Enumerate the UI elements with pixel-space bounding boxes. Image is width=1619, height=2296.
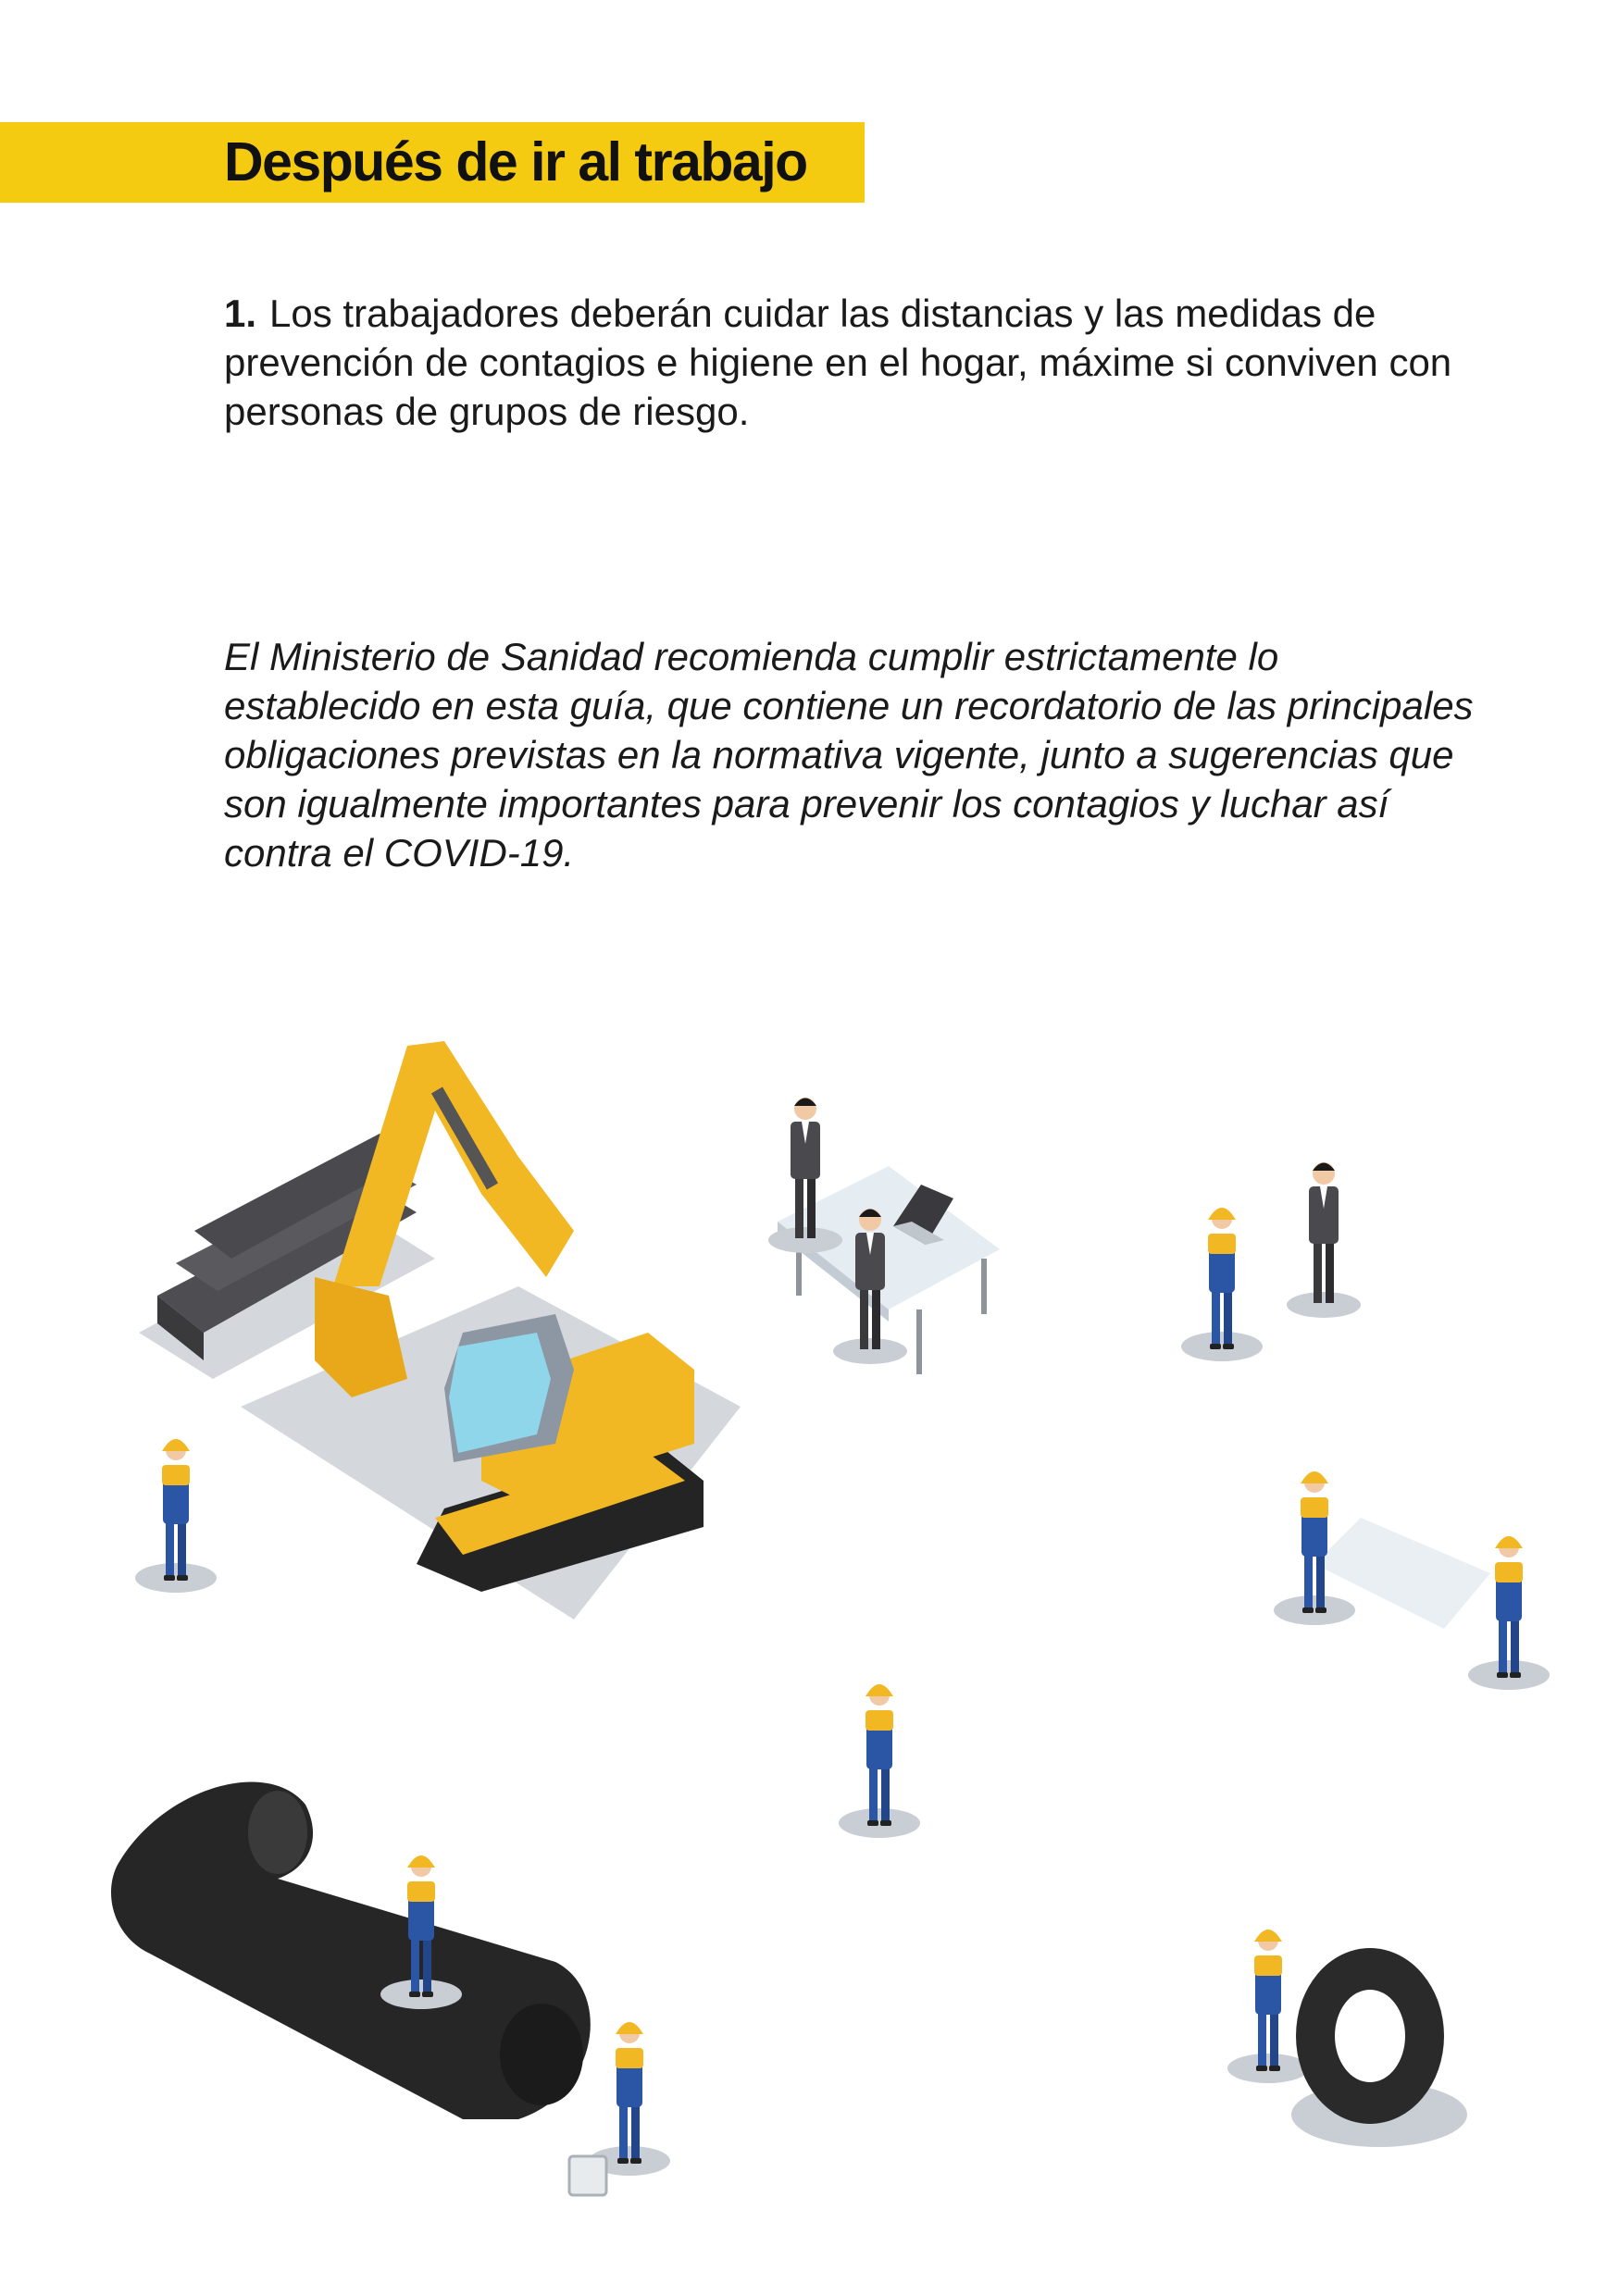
rolled-sheet-icon [111, 1782, 591, 2119]
ministry-note: El Ministerio de Sanidad recomienda cumplir estrictamente lo establecido en esta guía, que contiene un recordatorio de las principales obligaciones previstas en la normativa vigente, junto a sugerencias que son igualmente importantes para prevenir los contagios y luchar así contra el COVID-19. [224, 635, 1474, 875]
worker-icon [1468, 1536, 1550, 1690]
worker-icon [589, 2022, 670, 2176]
worker-icon [839, 1684, 920, 1838]
paint-bucket-icon [569, 2156, 606, 2195]
worker-icon [1181, 1208, 1263, 1361]
manager-icon [1287, 1162, 1361, 1318]
tire-icon [1291, 1948, 1467, 2147]
worker-icon [135, 1439, 217, 1593]
point-text: Los trabajadores deberán cuidar las distancias y las medidas de prevención de contagios e higiene en el hogar, máxime si conviven con personas de grupos de riesgo. [224, 292, 1452, 433]
construction-site-illustration [0, 999, 1619, 2296]
numbered-point [224, 289, 1464, 436]
worker-icon [1227, 1930, 1309, 2083]
excavator-icon [241, 1041, 741, 1620]
section-title: Después de ir al trabajo [224, 131, 807, 192]
point-number: 1. [224, 292, 257, 335]
